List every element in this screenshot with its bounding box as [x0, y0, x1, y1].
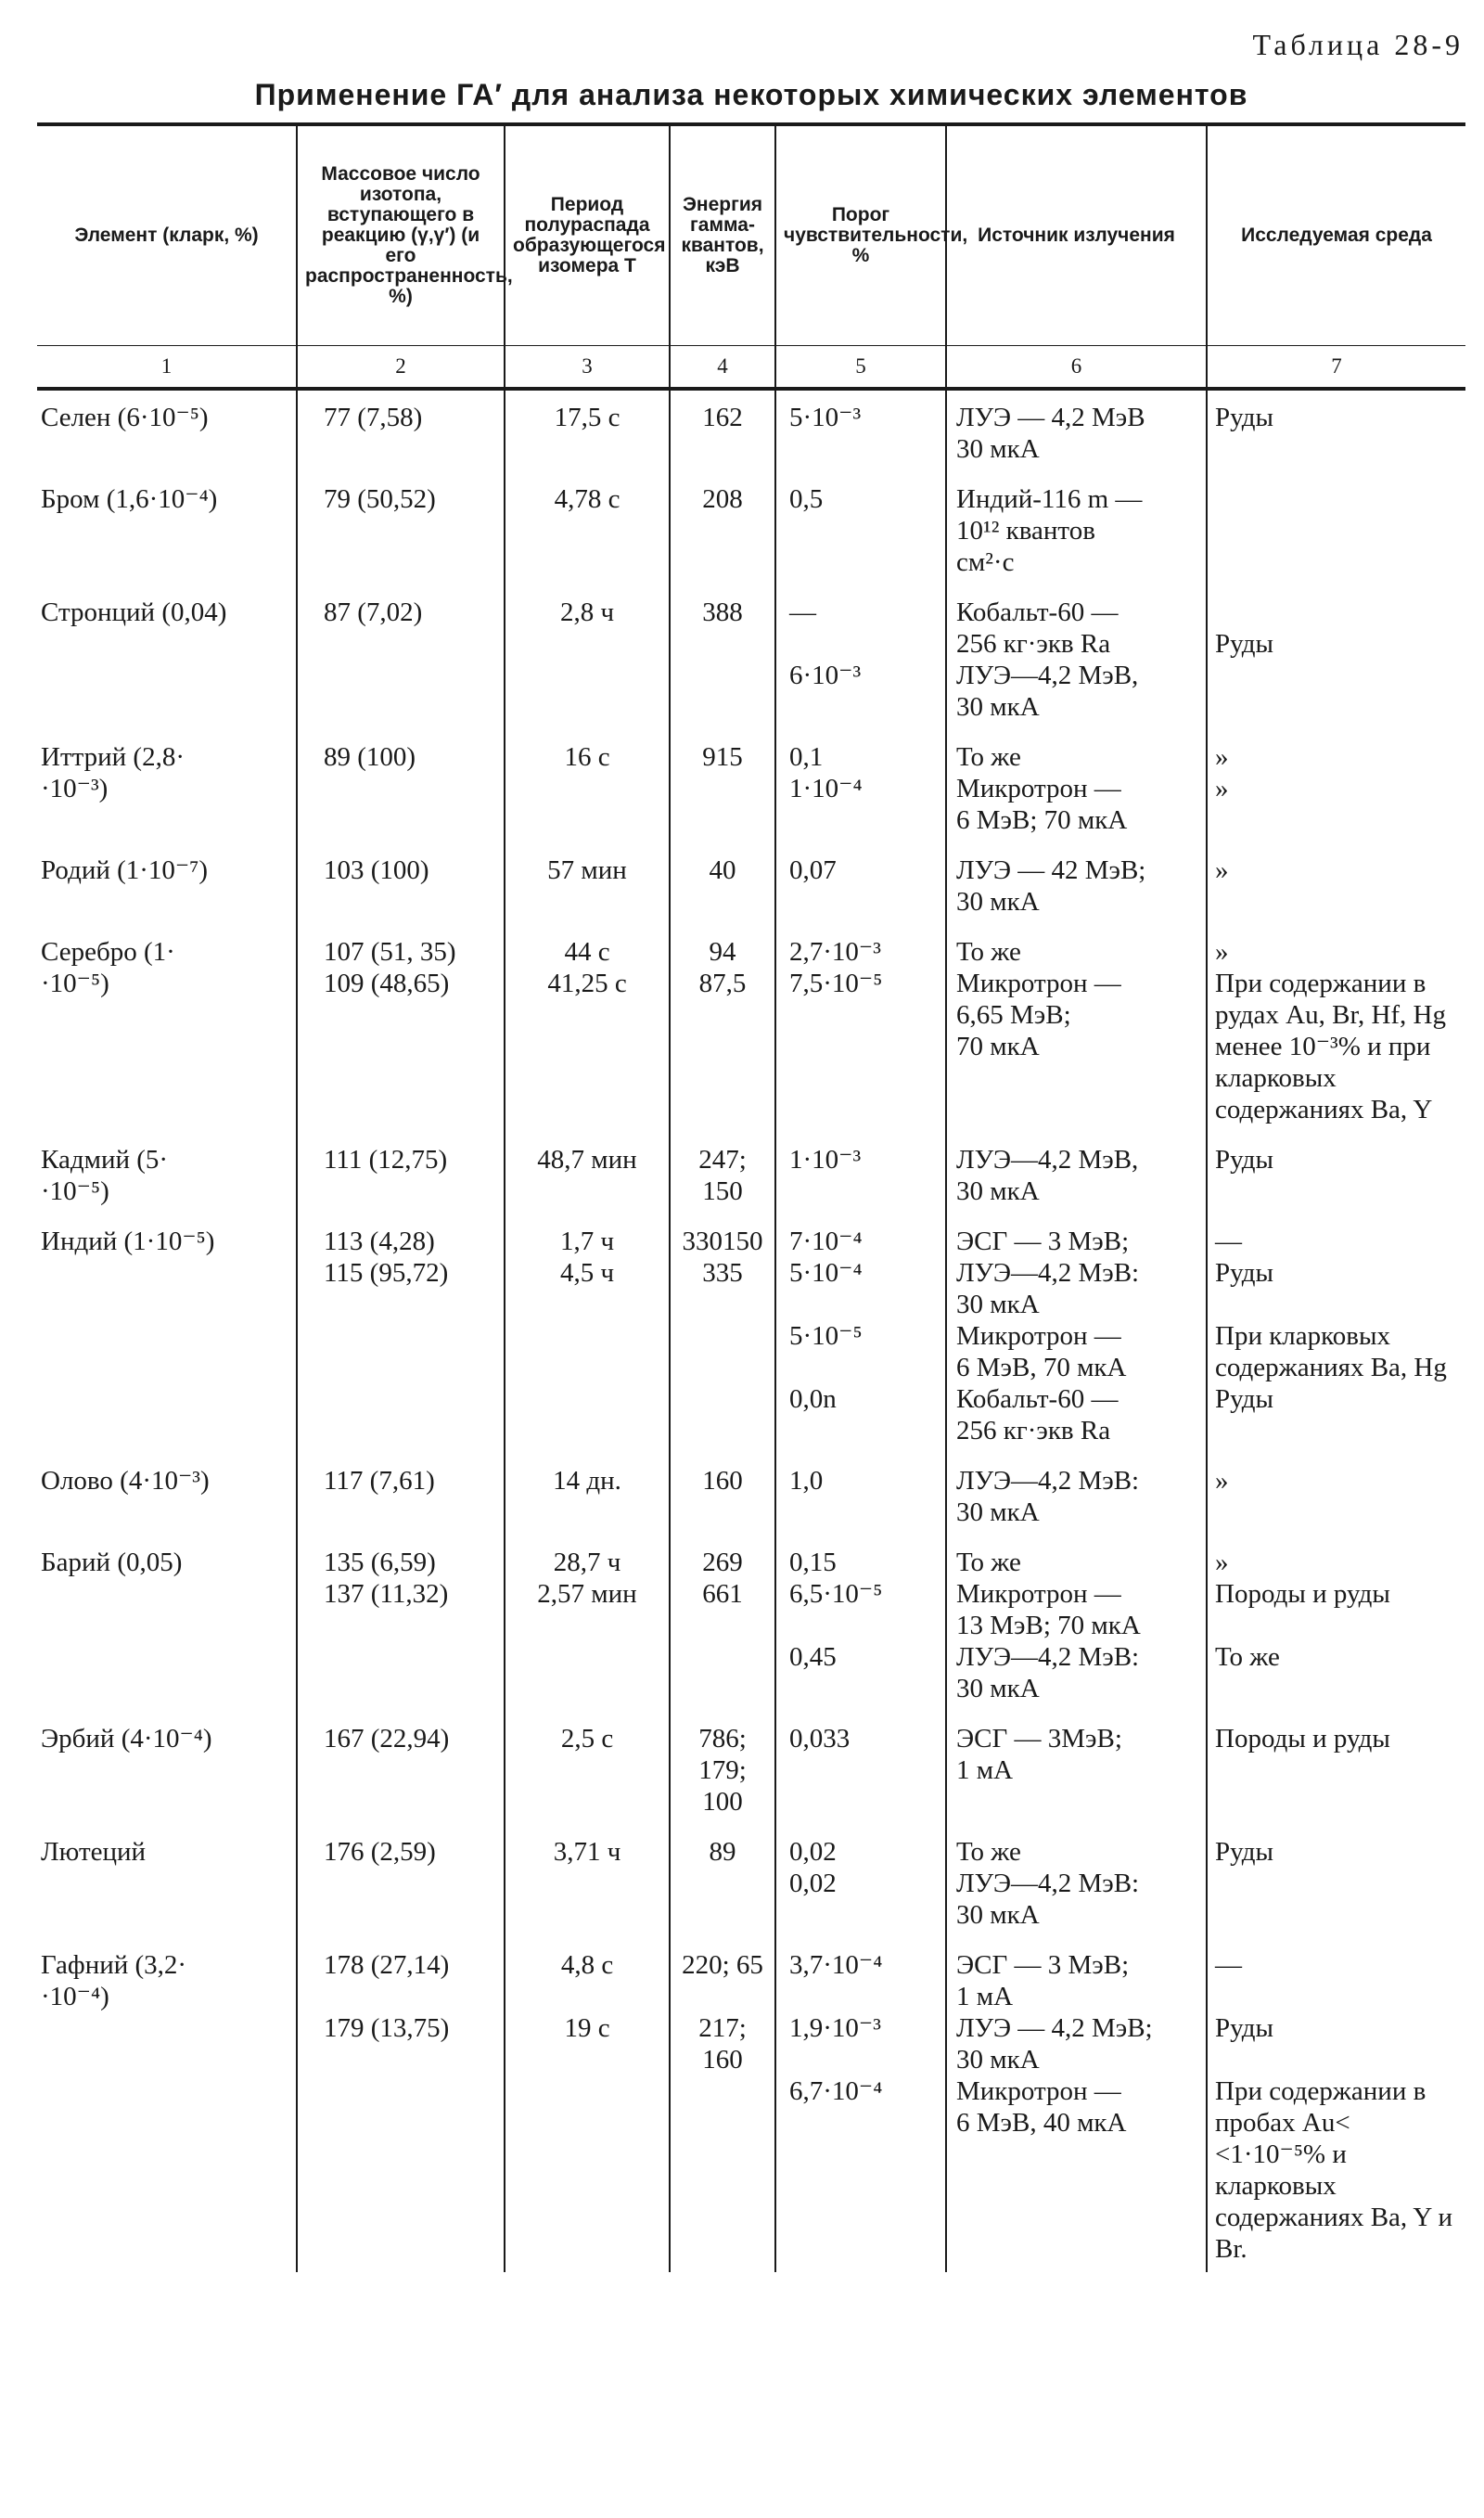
cell-sensitivity: 1·10⁻³: [775, 1133, 946, 1214]
header-medium: Исследуемая среда: [1207, 124, 1465, 346]
header-half-life: Период полураспада образующегося изомера T: [505, 124, 670, 346]
cell-medium: Руды: [1207, 1825, 1465, 1938]
cell-gamma-energy: 162: [670, 389, 775, 472]
cell-radiation-source: ЭСГ — 3МэВ; 1 мА: [946, 1712, 1207, 1825]
cell-gamma-energy: 160: [670, 1454, 775, 1535]
cell-element: Индий (1·10⁻⁵): [41, 1227, 215, 1256]
cell-gamma-energy: 388: [670, 585, 775, 730]
cell-gamma-energy: 247; 150: [670, 1133, 775, 1214]
cell-element: Лютеций: [41, 1837, 147, 1867]
cell-half-life: 1,7 ч 4,5 ч: [505, 1214, 670, 1454]
column-number: 2: [297, 346, 505, 390]
cell-mass-number: 79 (50,52): [297, 472, 505, 585]
cell-mass-number: 107 (51, 35) 109 (48,65): [297, 925, 505, 1133]
cell-sensitivity: 7·10⁻⁴ 5·10⁻⁴ 5·10⁻⁵ 0,0n: [775, 1214, 946, 1454]
cell-radiation-source: ЛУЭ—4,2 МэВ, 30 мкА: [946, 1133, 1207, 1214]
cell-element: Гафний (3,2· ·10⁻⁴): [41, 1950, 187, 2011]
cell-element: Стронций (0,04): [41, 597, 227, 627]
cell-radiation-source: ЭСГ — 3 МэВ; 1 мА ЛУЭ — 4,2 МэВ; 30 мкА Микротрон — 6 МэВ, 40 мкА: [946, 1938, 1207, 2272]
cell-half-life: 44 с 41,25 с: [505, 925, 670, 1133]
table-row: [37, 1938, 1465, 2272]
header-sensitivity: Порог чувствительности, %: [775, 124, 946, 346]
cell-radiation-source: То же Микротрон — 13 МэВ; 70 мкА ЛУЭ—4,2 МэВ: 30 мкА: [946, 1535, 1207, 1712]
cell-radiation-source: ЛУЭ—4,2 МэВ: 30 мкА: [946, 1454, 1207, 1535]
cell-element: Кадмий (5· ·10⁻⁵): [41, 1145, 169, 1206]
cell-gamma-energy: 330150 335: [670, 1214, 775, 1454]
table-title: Применение ГА′ для анализа некоторых химических элементов: [254, 78, 1248, 111]
cell-mass-number: 176 (2,59): [297, 1825, 505, 1938]
cell-half-life: 48,7 мин: [505, 1133, 670, 1214]
cell-medium: [1207, 472, 1465, 585]
cell-mass-number: 103 (100): [297, 843, 505, 925]
cell-sensitivity: 0,02 0,02: [775, 1825, 946, 1938]
cell-sensitivity: 0,5: [775, 472, 946, 585]
table-row: [37, 1712, 1465, 1825]
cell-gamma-energy: 40: [670, 843, 775, 925]
cell-gamma-energy: 94 87,5: [670, 925, 775, 1133]
cell-mass-number: 111 (12,75): [297, 1133, 505, 1214]
table-row: [37, 389, 1465, 472]
header-mass-number: Массовое число изотопа, вступающего в реакцию (γ,γ′) (и его распространенность, %): [297, 124, 505, 346]
cell-half-life: 3,71 ч: [505, 1825, 670, 1938]
cell-element: Серебро (1· ·10⁻⁵): [41, 937, 175, 998]
cell-medium: Породы и руды: [1207, 1712, 1465, 1825]
cell-gamma-energy: 220; 65 217; 160: [670, 1938, 775, 2272]
cell-gamma-energy: 208: [670, 472, 775, 585]
cell-medium: »: [1207, 843, 1465, 925]
cell-medium: » »: [1207, 730, 1465, 843]
cell-medium: Руды: [1207, 585, 1465, 730]
cell-medium: — Руды При содержании в пробах Au< <1·10⁻⁵% и кларковых содержаниях Ba, Y и Br.: [1207, 1938, 1465, 2272]
cell-radiation-source: Кобальт-60 — 256 кг·экв Ra ЛУЭ—4,2 МэВ, 30 мкА: [946, 585, 1207, 730]
cell-medium: » Породы и руды То же: [1207, 1535, 1465, 1712]
cell-sensitivity: 0,15 6,5·10⁻⁵ 0,45: [775, 1535, 946, 1712]
table-number: Таблица 28-9: [1252, 28, 1464, 61]
cell-element: Эрбий (4·10⁻⁴): [41, 1724, 212, 1754]
column-number: 3: [505, 346, 670, 390]
cell-mass-number: 167 (22,94): [297, 1712, 505, 1825]
table-row: [37, 1214, 1465, 1454]
column-number: 5: [775, 346, 946, 390]
table-row: [37, 1133, 1465, 1214]
cell-sensitivity: — 6·10⁻³: [775, 585, 946, 730]
cell-radiation-source: ЛУЭ — 42 МэВ; 30 мкА: [946, 843, 1207, 925]
cell-mass-number: 113 (4,28) 115 (95,72): [297, 1214, 505, 1454]
cell-mass-number: 87 (7,02): [297, 585, 505, 730]
cell-half-life: 17,5 с: [505, 389, 670, 472]
column-number: 4: [670, 346, 775, 390]
cell-element: Барий (0,05): [41, 1548, 183, 1577]
cell-sensitivity: 3,7·10⁻⁴ 1,9·10⁻³ 6,7·10⁻⁴: [775, 1938, 946, 2272]
table-row: [37, 585, 1465, 730]
cell-gamma-energy: 915: [670, 730, 775, 843]
cell-element: Иттрий (2,8· ·10⁻³): [41, 742, 185, 803]
cell-element: Бром (1,6·10⁻⁴): [41, 484, 218, 514]
cell-element: Родий (1·10⁻⁷): [41, 855, 209, 885]
cell-medium: » При содержании в рудах Au, Br, Hf, Hg менее 10⁻³% и при кларковых содержаниях Ba, Y: [1207, 925, 1465, 1133]
header-gamma-energy: Энергия гамма-квантов, кэВ: [670, 124, 775, 346]
table-row: [37, 730, 1465, 843]
cell-medium: Руды: [1207, 389, 1465, 472]
cell-sensitivity: 5·10⁻³: [775, 389, 946, 472]
cell-mass-number: 89 (100): [297, 730, 505, 843]
table-row: [37, 472, 1465, 585]
table-row: [37, 843, 1465, 925]
cell-gamma-energy: 89: [670, 1825, 775, 1938]
column-number: 6: [946, 346, 1207, 390]
column-number: 1: [37, 346, 297, 390]
column-number: 7: [1207, 346, 1465, 390]
cell-gamma-energy: 269 661: [670, 1535, 775, 1712]
cell-half-life: 2,8 ч: [505, 585, 670, 730]
cell-sensitivity: 0,1 1·10⁻⁴: [775, 730, 946, 843]
cell-half-life: 2,5 с: [505, 1712, 670, 1825]
cell-element: Селен (6·10⁻⁵): [41, 403, 209, 432]
table-row: [37, 1535, 1465, 1712]
cell-mass-number: 117 (7,61): [297, 1454, 505, 1535]
cell-radiation-source: ЭСГ — 3 МэВ; ЛУЭ—4,2 МэВ: 30 мкА Микротрон — 6 МэВ, 70 мкА Кобальт-60 — 256 кг·экв Ra: [946, 1214, 1207, 1454]
cell-half-life: 4,8 с 19 с: [505, 1938, 670, 2272]
cell-half-life: 16 с: [505, 730, 670, 843]
data-table: [37, 122, 1465, 2272]
header-row: [37, 124, 1465, 346]
cell-mass-number: 77 (7,58): [297, 389, 505, 472]
cell-mass-number: 135 (6,59) 137 (11,32): [297, 1535, 505, 1712]
cell-sensitivity: 0,07: [775, 843, 946, 925]
cell-half-life: 28,7 ч 2,57 мин: [505, 1535, 670, 1712]
cell-sensitivity: 2,7·10⁻³ 7,5·10⁻⁵: [775, 925, 946, 1133]
cell-half-life: 4,78 с: [505, 472, 670, 585]
table-body: [37, 389, 1465, 2272]
cell-gamma-energy: 786; 179; 100: [670, 1712, 775, 1825]
cell-half-life: 57 мин: [505, 843, 670, 925]
table-row: [37, 925, 1465, 1133]
cell-sensitivity: 0,033: [775, 1712, 946, 1825]
header-radiation-source: Источник излучения: [946, 124, 1207, 346]
cell-radiation-source: То же Микротрон — 6 МэВ; 70 мкА: [946, 730, 1207, 843]
cell-medium: Руды: [1207, 1133, 1465, 1214]
table-row: [37, 1825, 1465, 1938]
header-element: Элемент (кларк, %): [37, 124, 297, 346]
cell-medium: — Руды При кларковых содержаниях Ba, Hg Руды: [1207, 1214, 1465, 1454]
cell-medium: »: [1207, 1454, 1465, 1535]
cell-radiation-source: Индий-116 m — 10¹² квантов см²·с: [946, 472, 1207, 585]
cell-sensitivity: 1,0: [775, 1454, 946, 1535]
cell-element: Олово (4·10⁻³): [41, 1466, 210, 1496]
cell-half-life: 14 дн.: [505, 1454, 670, 1535]
cell-radiation-source: ЛУЭ — 4,2 МэВ 30 мкА: [946, 389, 1207, 472]
table-row: [37, 1454, 1465, 1535]
column-number-row: [37, 346, 1465, 390]
cell-mass-number: 178 (27,14) 179 (13,75): [297, 1938, 505, 2272]
cell-radiation-source: То же ЛУЭ—4,2 МэВ: 30 мкА: [946, 1825, 1207, 1938]
cell-radiation-source: То же Микротрон — 6,65 МэВ; 70 мкА: [946, 925, 1207, 1133]
